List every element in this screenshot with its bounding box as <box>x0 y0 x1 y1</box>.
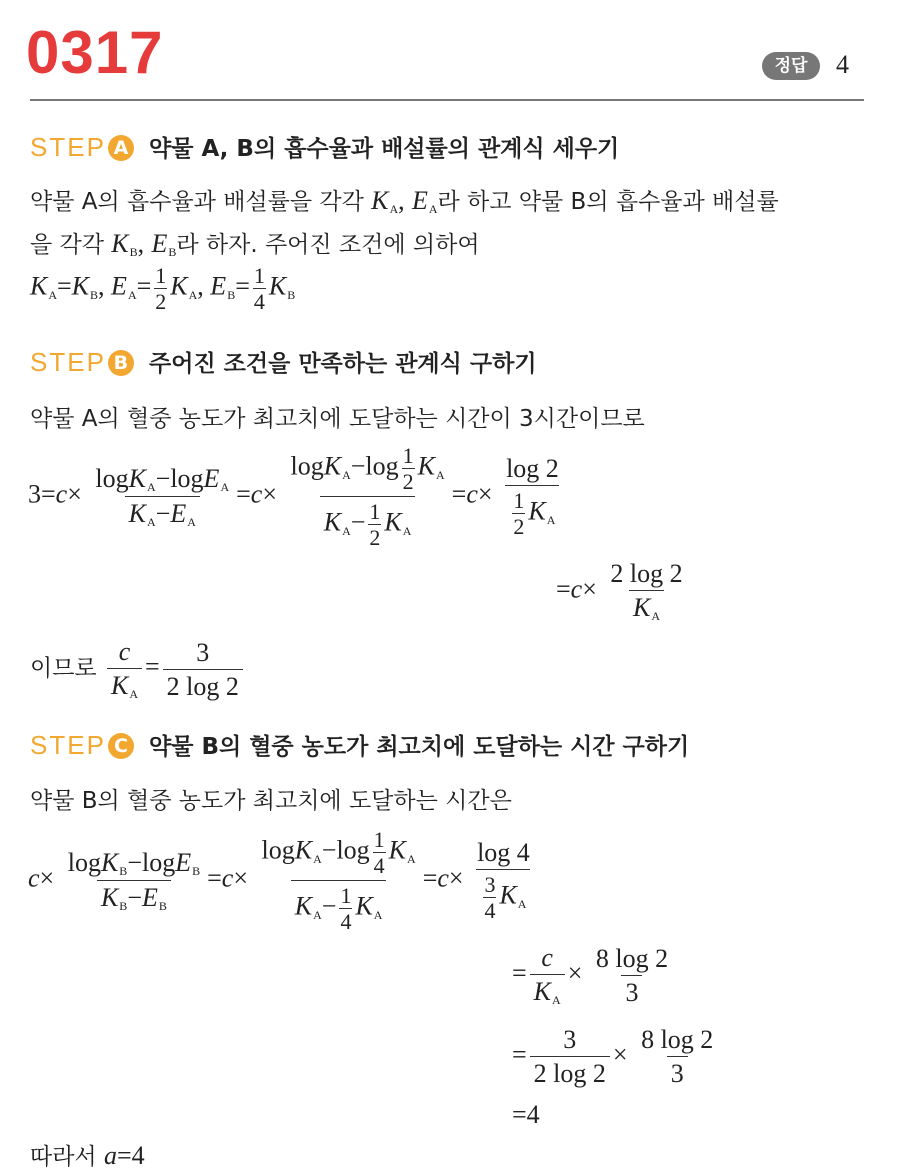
step-b-text: 약물 A의 혈중 농도가 최고치에 도달하는 시간이 3시간이므로 <box>30 406 645 432</box>
step-c-text: 약물 B의 혈중 농도가 최고치에 도달하는 시간은 <box>30 788 512 814</box>
step-a-text-line-1: 약물 A의 흡수율과 배설률을 각각 $K_A$, $E_A$라 하고 약물 B의 흡수율과 배설률 <box>30 186 779 216</box>
step-letter-icon: B <box>108 350 134 376</box>
step-c-equation-1: c× $\frac{\log K_B-\log E_B}{K_B-E_B}$ =c× logK$_A$−log $\frac{1}{4}$ $K_A$ $K_A-$ $\frac{1}{4}$ $K_A$ =c× log 4 $\frac{3}{4}$ $K_A$ <box>28 827 530 935</box>
header-divider <box>30 99 864 101</box>
step-b-equation-2: =c× $\frac{2 \log 2}{K_A}$ <box>556 559 683 624</box>
problem-number: 0317 <box>26 19 164 86</box>
answer-value: 4 <box>836 50 849 79</box>
step-a-heading <box>30 130 619 163</box>
step-title: 주어진 조건을 만족하는 관계식 구하기 <box>149 351 537 377</box>
step-letter-icon: C <box>108 733 134 759</box>
step-a-text-line-2: 을 각각 $K_B$, $E_B$라 하자. 주어진 조건에 의하여 <box>30 229 480 259</box>
step-b-result: 이므로 $\frac{c}{K_A}$ = $\frac{3}{2 \log 2}$ <box>30 638 246 701</box>
step-c-equation-4: =4 <box>512 1100 540 1129</box>
step-c-heading <box>30 728 689 761</box>
step-label: STEP <box>30 730 106 760</box>
step-c-equation-2: = $\frac{c}{K_A}$ × $\frac{8 \log 2}{3}$ <box>512 943 669 1008</box>
step-letter-icon: A <box>108 135 134 161</box>
conclusion: 따라서 a=4 <box>30 1141 145 1170</box>
step-title: 약물 B의 혈중 농도가 최고치에 도달하는 시간 구하기 <box>149 734 690 760</box>
step-label: STEP <box>30 347 106 377</box>
step-c-equation-3: = $\frac{3}{2 \log 2}$ × $\frac{8 \log 2}{3}$ <box>512 1025 714 1089</box>
step-b-equation-1: 3=c× $\frac{\log K_A-\log E_A}{K_A-E_A}$ =c× logK$_A$−log $\frac{1}{2}$ $K_A$ $K_A-$ $\frac{1}{2}$ $K_A$ =c× log 2 $\frac{1}{2}$ $K_A$ <box>28 443 559 551</box>
step-b-heading <box>30 345 537 378</box>
step-title: 약물 A, B의 흡수율과 배설률의 관계식 세우기 <box>149 136 620 162</box>
step-label: STEP <box>30 132 106 162</box>
step-a-equation: $K_A=K_B$, $E_A=$ $\frac{1}{2}$ $K_A$, $E_B=$ $\frac{1}{4}$ $K_B$ <box>30 263 296 315</box>
answer-badge: 정답 <box>762 52 820 80</box>
